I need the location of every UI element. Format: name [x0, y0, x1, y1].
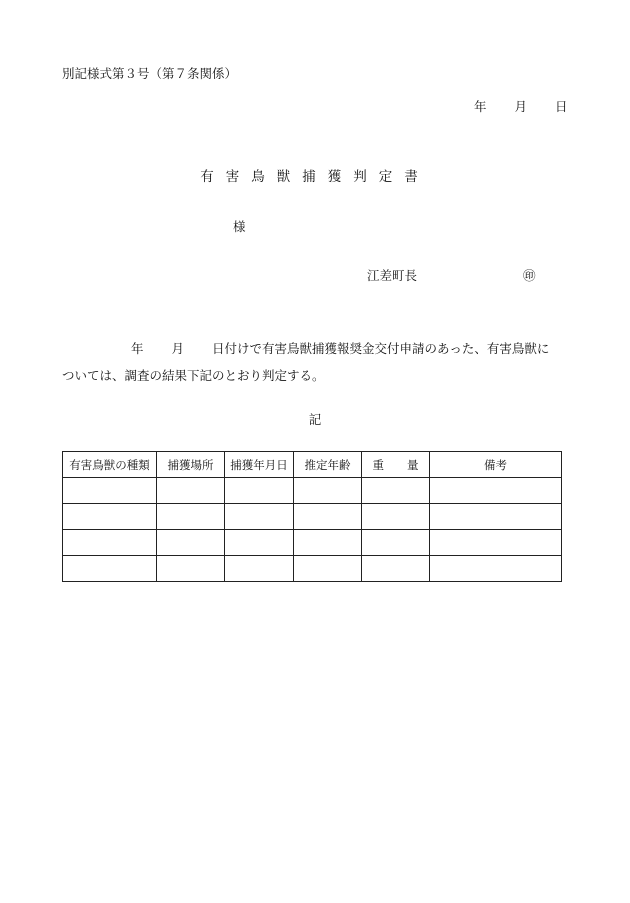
table-cell: [430, 478, 562, 504]
date-day: 日: [555, 99, 568, 114]
table-cell: [430, 504, 562, 530]
table-cell: [63, 504, 157, 530]
table-cell: [157, 504, 225, 530]
table-cell: [225, 530, 294, 556]
table-cell: [362, 504, 430, 530]
column-header-species: 有害鳥獣の種類: [63, 452, 157, 478]
table-cell: [430, 556, 562, 582]
table-header-row: [63, 452, 562, 478]
table-cell: [294, 478, 362, 504]
column-header-weight: 重 量: [362, 452, 430, 478]
table-cell: [225, 556, 294, 582]
table-cell: [157, 530, 225, 556]
table-cell: [63, 556, 157, 582]
table-cell: [362, 478, 430, 504]
body-text-rest: 日付けで有害鳥獣捕獲報奨金交付申請のあった、有害鳥獣に: [212, 341, 550, 356]
table-cell: [157, 556, 225, 582]
column-header-estimated-age: 推定年齢: [294, 452, 362, 478]
document-title: 有害鳥獣捕獲判定書: [200, 169, 430, 185]
ki-heading: 記: [308, 412, 322, 427]
body-year: 年: [131, 341, 144, 356]
table-row: [63, 530, 562, 556]
body-text-line-1: [131, 339, 549, 357]
table-cell: [294, 530, 362, 556]
body-text-line-2: ついては、調査の結果下記のとおり判定する。: [62, 368, 325, 383]
column-header-location: 捕獲場所: [157, 452, 225, 478]
table-cell: [430, 530, 562, 556]
issuer-name: 江差町長: [367, 268, 418, 283]
table-cell: [157, 478, 225, 504]
table-cell: [294, 556, 362, 582]
table-cell: [225, 478, 294, 504]
table-row: [63, 478, 562, 504]
date-line: [474, 97, 568, 115]
table-cell: [294, 504, 362, 530]
addressee-suffix: 様: [233, 219, 246, 234]
table-row: [63, 504, 562, 530]
column-header-remarks: 備考: [430, 452, 562, 478]
body-month: 月: [171, 341, 185, 356]
table-cell: [63, 478, 157, 504]
column-header-capture-date: 捕獲年月日: [225, 452, 294, 478]
judgment-table: [62, 451, 562, 582]
table-cell: [63, 530, 157, 556]
seal-mark: ㊞: [523, 268, 536, 283]
table-cell: [225, 504, 294, 530]
form-number: 別記様式第３号（第７条関係）: [62, 66, 238, 81]
date-year: 年: [474, 99, 487, 114]
table-cell: [362, 530, 430, 556]
date-month: 月: [514, 99, 528, 114]
table-cell: [362, 556, 430, 582]
table-row: [63, 556, 562, 582]
